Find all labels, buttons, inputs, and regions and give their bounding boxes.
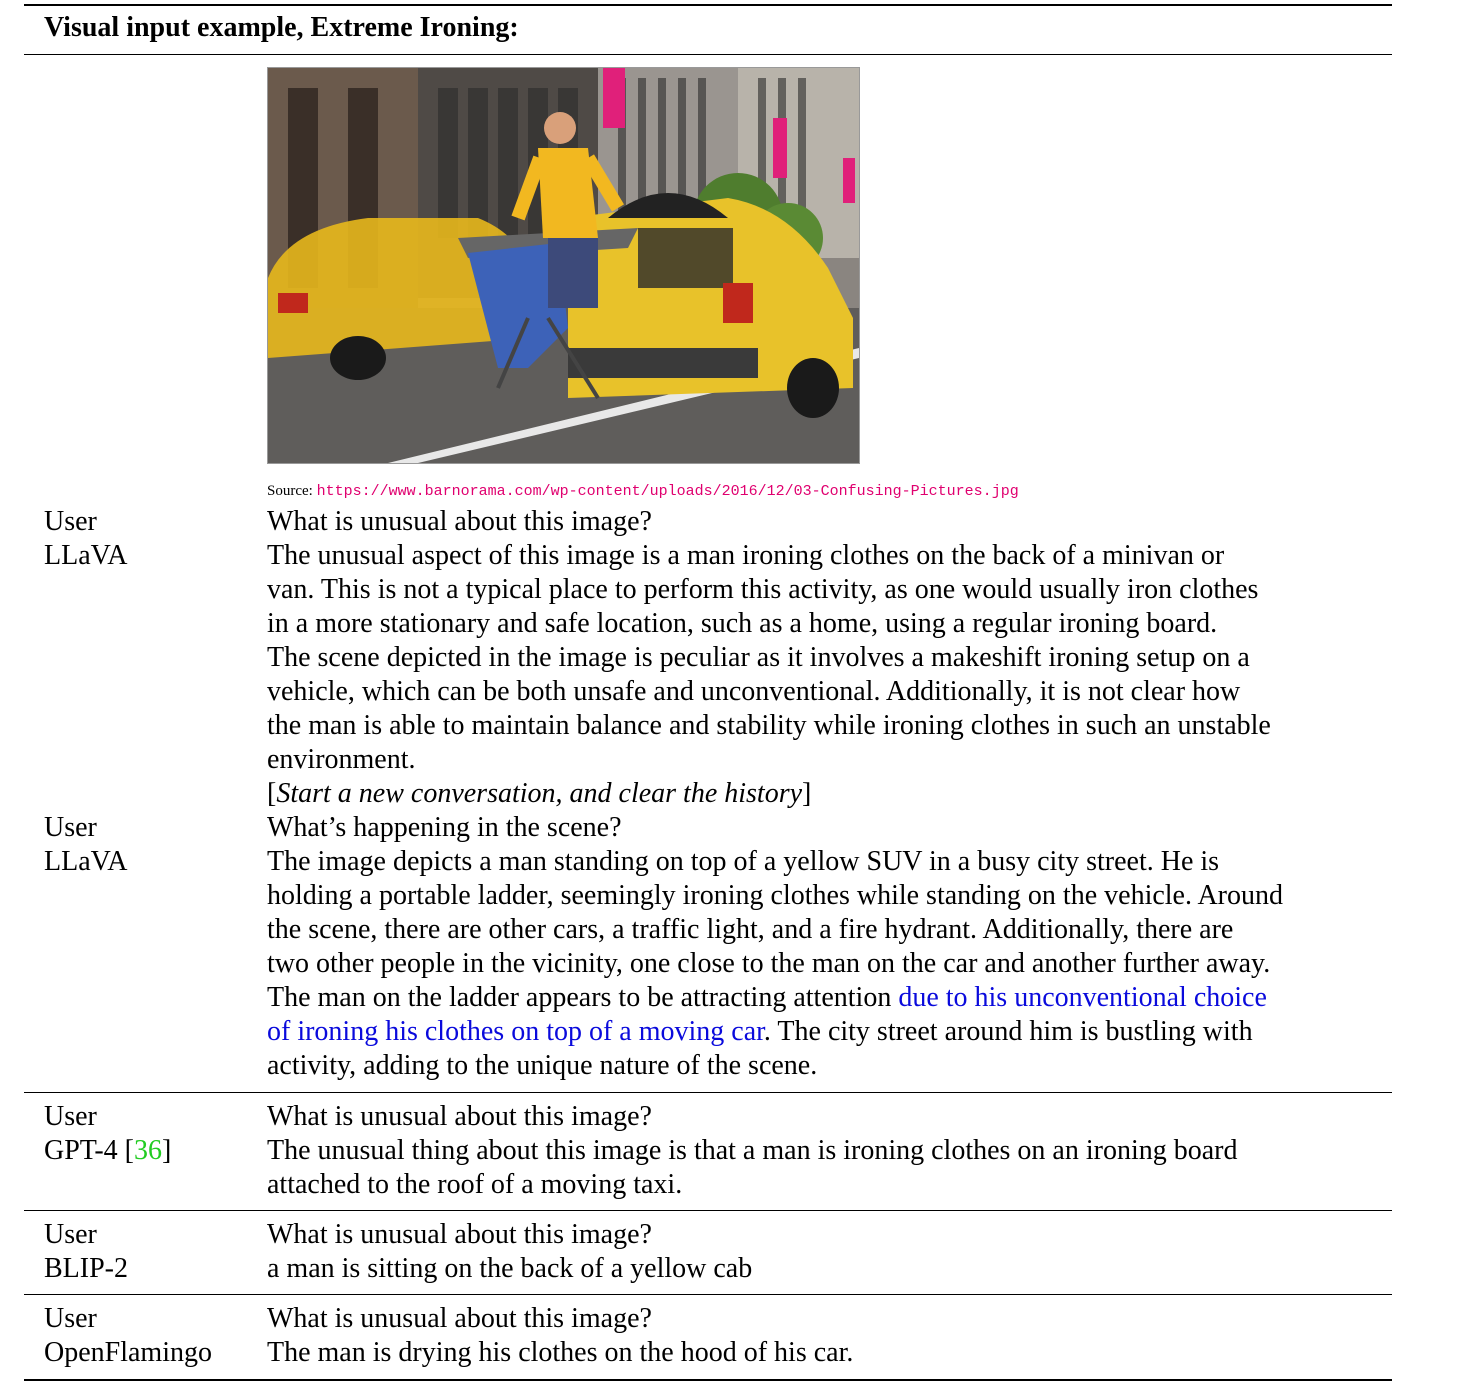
llava-answer-line: [267, 1015, 1253, 1049]
gpt4-section-rule: [24, 1092, 1392, 1093]
user-question: What is unusual about this image?: [267, 506, 652, 537]
top-rule: [24, 4, 1392, 6]
blip2-answer: a man is sitting on the back of a yellow cab: [267, 1253, 753, 1284]
bracket-close: ]: [802, 778, 812, 809]
blip2-section-rule: [24, 1210, 1392, 1211]
extreme-ironing-photo: [267, 67, 860, 464]
llava-answer-line: vehicle, which can be both unsafe and unconventional. Additionally, it is not clear how: [267, 676, 1241, 707]
new-conversation-text: Start a new conversation, and clear the history: [276, 778, 803, 809]
table-title: Visual input example, Extreme Ironing:: [44, 12, 519, 43]
llava-answer-line: holding a portable ladder, seemingly ironing clothes while standing on the vehicle. Around: [267, 880, 1283, 911]
user-label: User: [44, 1303, 97, 1334]
llava-answer-line: The unusual aspect of this image is a man ironing clothes on the back of a minivan or: [267, 540, 1225, 571]
answer-plain-text: The man on the ladder appears to be attracting attention: [267, 982, 899, 1013]
llava-answer-line: [267, 981, 1267, 1015]
openflamingo-section-rule: [24, 1294, 1392, 1295]
openflamingo-answer: The man is drying his clothes on the hood of his car.: [267, 1337, 854, 1368]
gpt4-answer-line: attached to the roof of a moving taxi.: [267, 1169, 683, 1200]
llava-answer-line: activity, adding to the unique nature of the scene.: [267, 1050, 818, 1081]
model-name: GPT-4 [: [44, 1135, 134, 1166]
user-label: User: [44, 1219, 97, 1250]
new-conversation-note: [267, 777, 811, 811]
title-rule: [24, 54, 1392, 55]
user-question: What is unusual about this image?: [267, 1101, 652, 1132]
citation-link[interactable]: 36: [133, 1135, 162, 1166]
bracket-open: [: [267, 778, 277, 809]
model-label-gpt4: [44, 1134, 171, 1168]
llava-answer-line: the man is able to maintain balance and stability while ironing clothes in such an unstable: [267, 710, 1271, 741]
highlighted-text: of ironing his clothes on top of a moving car: [267, 1016, 764, 1047]
user-question: What is unusual about this image?: [267, 1303, 652, 1334]
llava-answer-line: The scene depicted in the image is peculiar as it involves a makeshift ironing setup on a: [267, 642, 1250, 673]
answer-plain-text: . The city street around him is bustling with: [763, 1016, 1253, 1047]
model-label-blip2: BLIP-2: [44, 1253, 128, 1284]
model-label-llava: LLaVA: [44, 846, 128, 877]
llava-answer-line: The image depicts a man standing on top of a yellow SUV in a busy city street. He is: [267, 846, 1220, 877]
llava-answer-line: two other people in the vicinity, one close to the man on the car and another further away.: [267, 948, 1271, 979]
llava-answer-line: van. This is not a typical place to perform this activity, as one would usually iron clothes: [267, 574, 1259, 605]
source-label: Source:: [267, 483, 313, 499]
user-question: What is unusual about this image?: [267, 1219, 652, 1250]
user-question: What’s happening in the scene?: [267, 812, 622, 843]
llava-answer-line: the scene, there are other cars, a traffic light, and a fire hydrant. Additionally, there are: [267, 914, 1234, 945]
model-label-openflamingo: OpenFlamingo: [44, 1337, 212, 1368]
model-label-llava: LLaVA: [44, 540, 128, 571]
user-label: User: [44, 1101, 97, 1132]
llava-answer-line: in a more stationary and safe location, such as a home, using a regular ironing board.: [267, 608, 1218, 639]
bracket-close: ]: [161, 1135, 172, 1166]
user-label: User: [44, 812, 97, 843]
bottom-rule: [24, 1379, 1392, 1381]
llava-answer-line: environment.: [267, 744, 416, 775]
user-label: User: [44, 506, 97, 537]
source-url-link[interactable]: https://www.barnorama.com/wp-content/uploads/2016/12/03-Confusing-Pictures.jpg: [316, 483, 1019, 500]
gpt4-answer-line: The unusual thing about this image is that a man is ironing clothes on an ironing board: [267, 1135, 1238, 1166]
highlighted-text: due to his unconventional choice: [898, 982, 1267, 1013]
image-source-caption: [267, 481, 1019, 502]
